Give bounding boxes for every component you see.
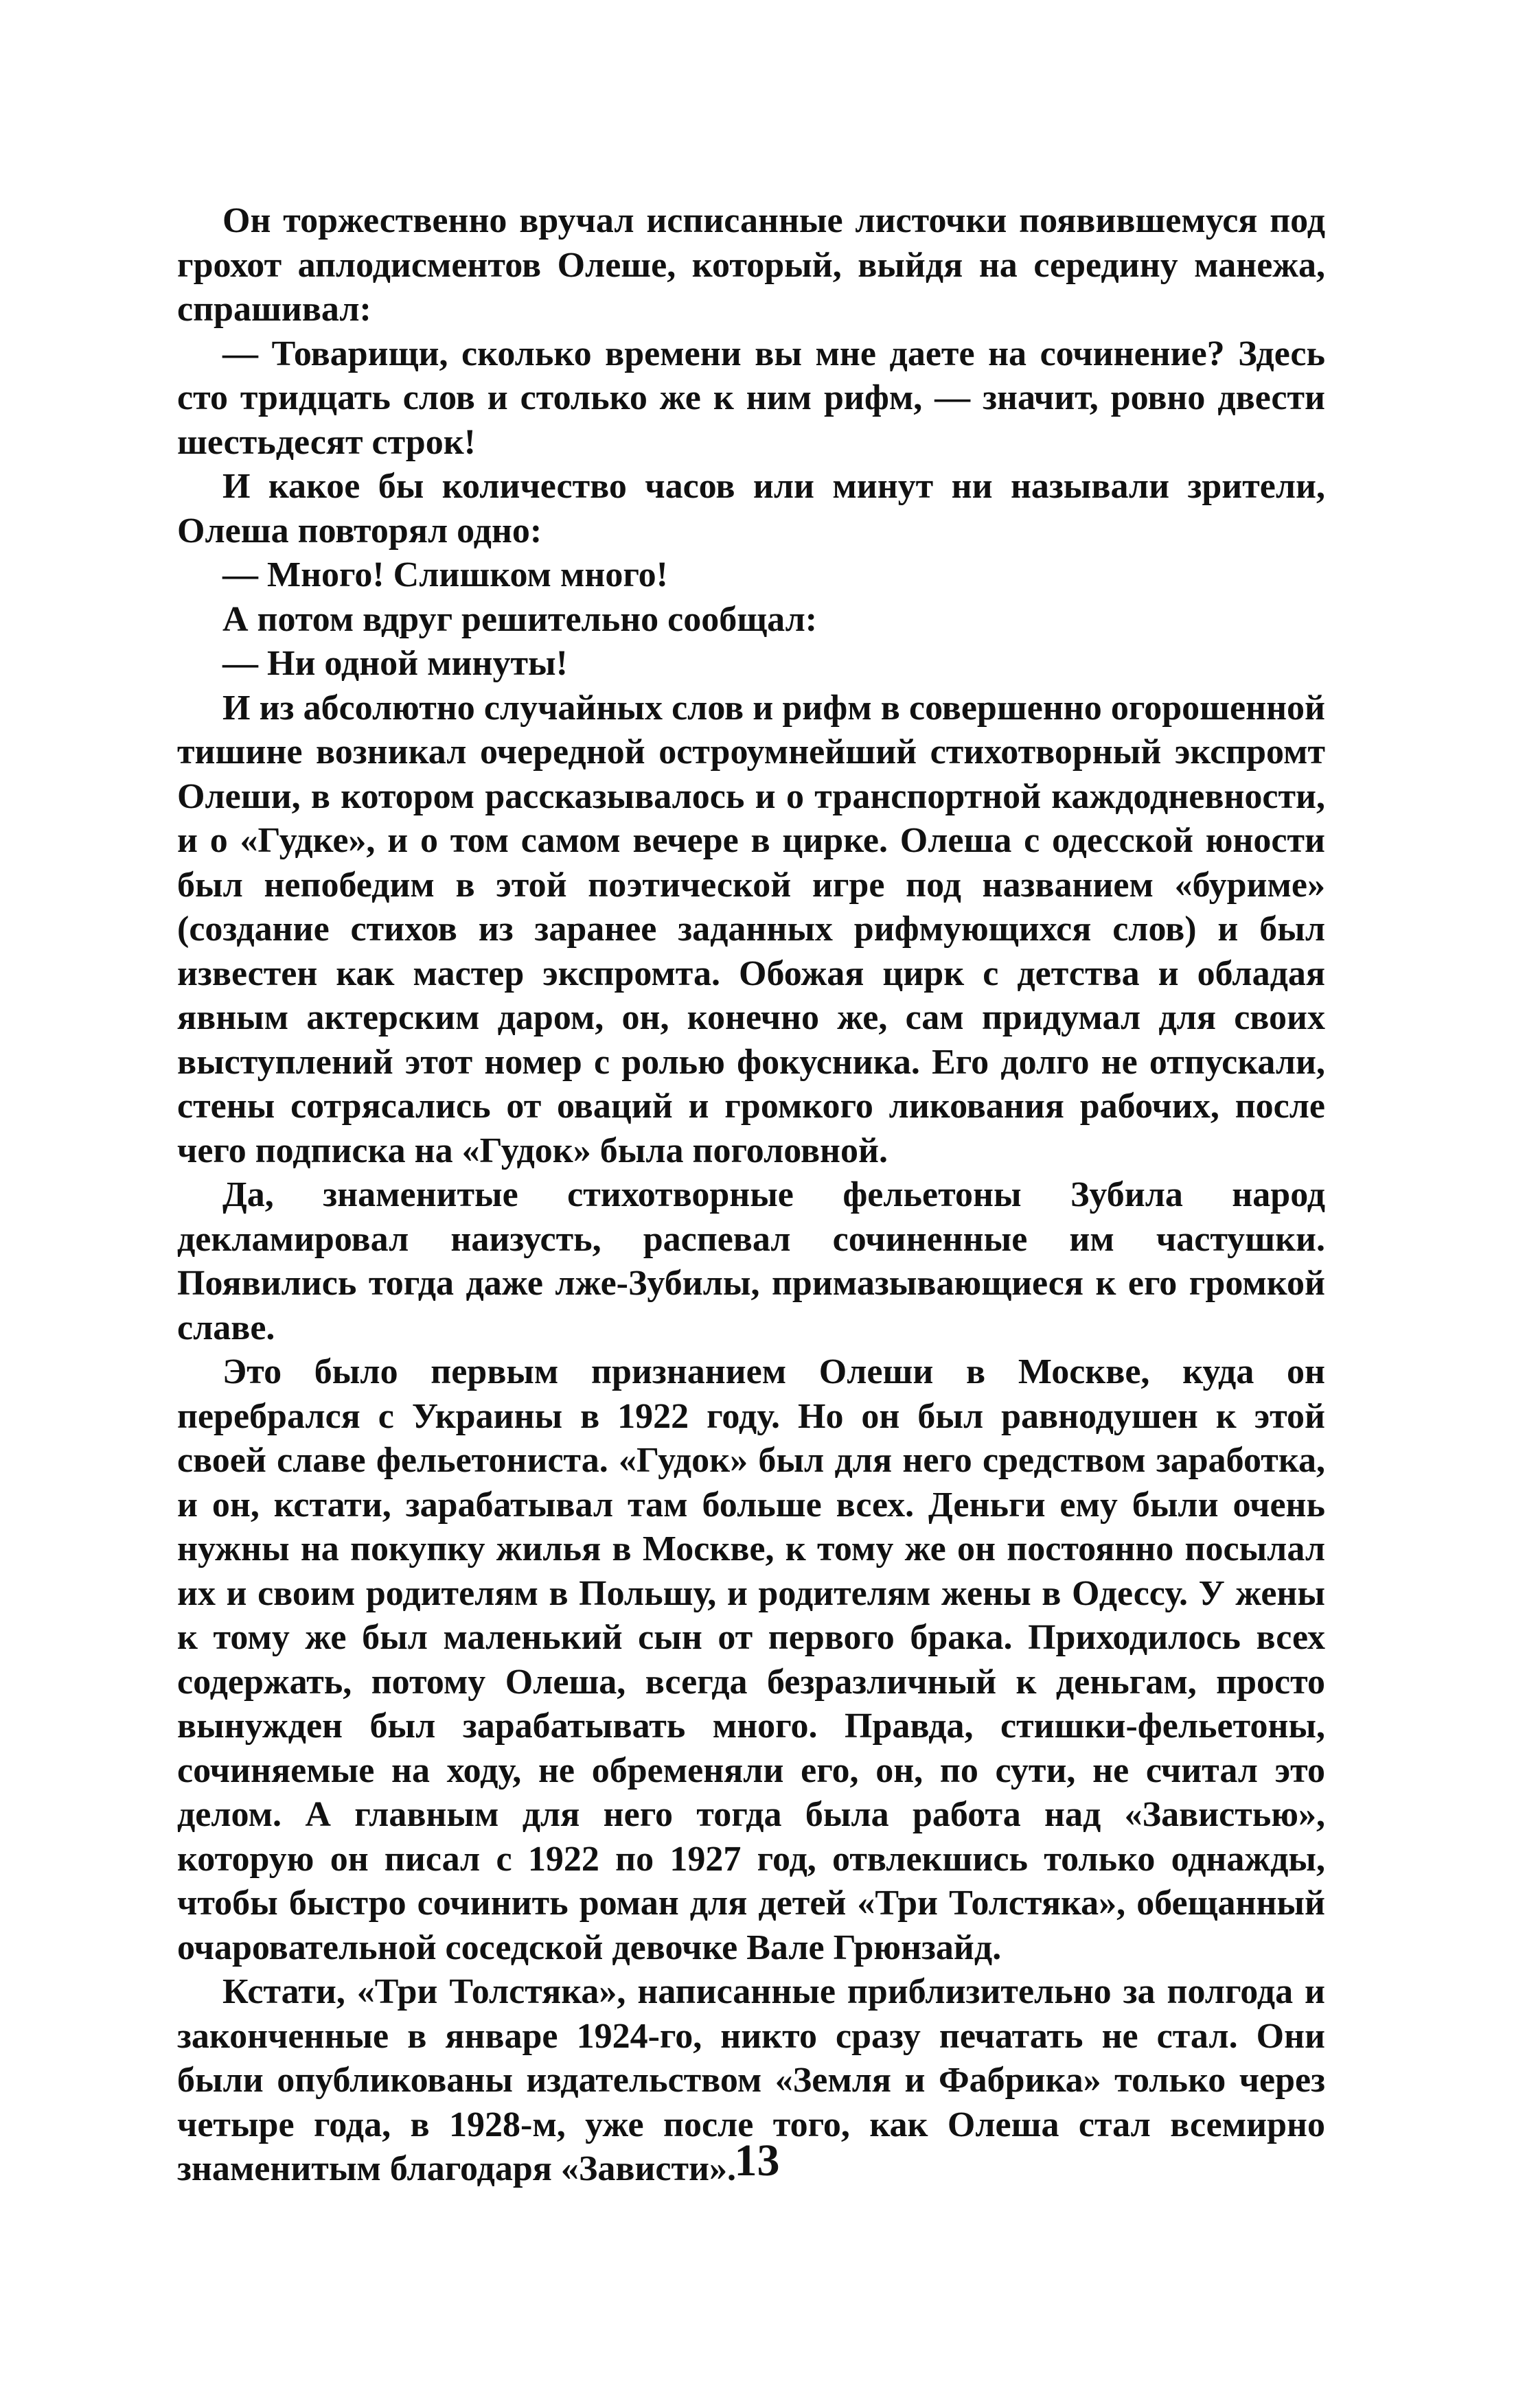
paragraph-9: Это было первым признанием Олеши в Москве, куда он перебрался с Украины в 1922 году. Но он был равнодушен к этой своей славе фельетониста. «Гудок» был для него средством заработка, и он, кстати, зарабатывал там больше всех. Деньги ему были очень нужны на покупку жилья в Москве, к тому же он постоянно посылал их и своим родителям в Польшу, и родителям жены в Одессу. У жены к тому же был маленький сын от первого брака. Приходилось всех содержать, потому Олеша, всегда безразличный к деньгам, просто вынужден был зарабатывать много. Правда, стишки-фельетоны, сочиняемые на ходу, не обременяли его, он, по сути, не считал это делом. А главным для него тогда была работа над «Завистью», которую он писал с 1922 по 1927 год, отвлекшись только однажды, чтобы быстро сочинить роман для детей «Три Толстяка», обещанный очаровательной соседской девочке Вале Грюнзайд. xyxy=(177,1352,1325,1967)
paragraph-4: — Много! Слишком много! xyxy=(222,555,668,594)
paragraph-2: — Товарищи, сколько времени вы мне даете на сочинение? Здесь сто тридцать слов и столько же к ним рифм, — значит, ровно двести шестьдесят строк! xyxy=(177,334,1325,462)
paragraph-1: Он торжественно вручал исписанные листочки появившемуся под грохот аплодисментов Олеше, который, выйдя на середину манежа, спрашивал: xyxy=(177,201,1325,329)
paragraph-10: Кстати, «Три Толстяка», написанные приблизительно за полгода и законченные в январе 1924-го, никто сразу печатать не стал. Они были опубликованы издательством «Земля и Фабрика» только через четыре года, в 1928-м, уже после того, как Олеша стал всемирно знаменитым благодаря «Зависти». xyxy=(177,1972,1325,2188)
paragraph-5: А потом вдруг решительно сообщал: xyxy=(222,599,818,639)
paragraph-7: И из абсолютно случайных слов и рифм в совершенно огорошенной тишине возникал очередной остроумнейший стихотворный экспромт Олеши, в котором рассказывалось и о транспортной каждодневности, и о «Гудке», и о том самом вечере в цирке. Олеша с одесской юности был непобедим в этой поэтической игре под названием «буриме» (создание стихов из заранее заданных рифмующихся слов) и был известен как мастер экспромта. Обожая цирк с детства и обладая явным актерским даром, он, конечно же, сам придумал для своих выступлений этот номер с ролью фокусника. Его долго не отпускали, стены сотрясались от оваций и громкого ликования рабочих, после чего подписка на «Гудок» была поголовной. xyxy=(177,688,1325,1170)
paragraph-8: Да, знаменитые стихотворные фельетоны Зубила народ декламировал наизусть, распевал сочиненные им частушки. Появились тогда даже лже-Зубилы, примазывающиеся к его громкой славе. xyxy=(177,1175,1325,1347)
page-body xyxy=(177,199,1325,2192)
page-number: 13 xyxy=(734,2135,780,2186)
paragraph-6: — Ни одной минуты! xyxy=(222,644,568,683)
paragraph-3: И какое бы количество часов или минут ни называли зрители, Олеша повторял одно: xyxy=(177,467,1325,551)
